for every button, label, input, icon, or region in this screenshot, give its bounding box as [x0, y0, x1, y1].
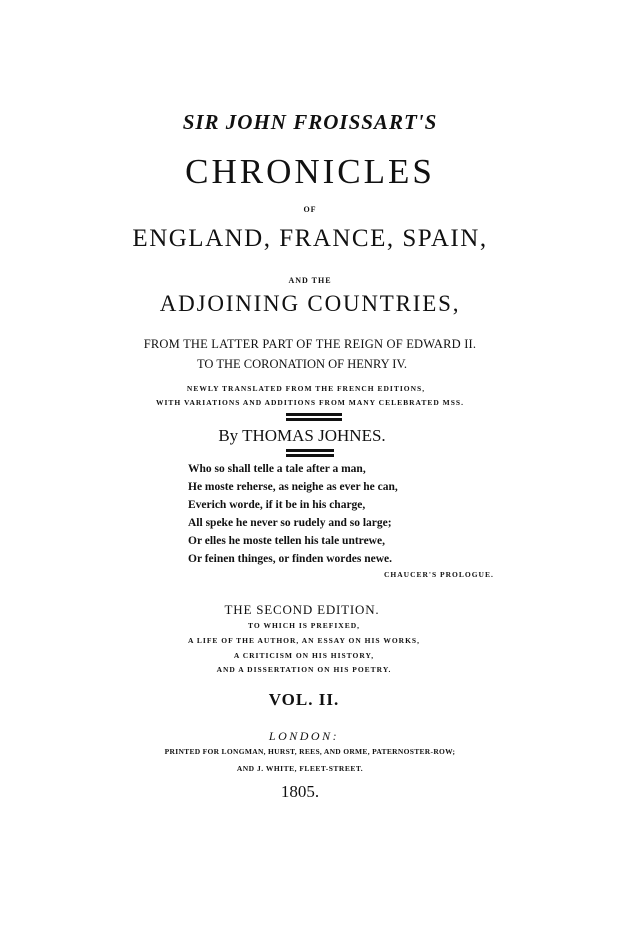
countries-line-2: ADJOINING COUNTRIES,: [159, 291, 461, 316]
epigraph-line-4: All speke he never so rudely and so large;: [188, 517, 392, 529]
publication-year: 1805.: [280, 782, 320, 801]
epigraph-line-1: Who so shall telle a tale after a man,: [188, 463, 366, 475]
epigraph-line-3: Everich worde, if it be in his charge,: [188, 499, 366, 511]
criticism-line: A CRITICISM ON HIS HISTORY,: [233, 651, 375, 660]
epigraph-line-5: Or elles he moste tellen his tale untrewe,: [188, 535, 385, 547]
author-line: SIR JOHN FROISSART'S: [182, 110, 438, 134]
epigraph-line-6: Or feinen thinges, or finden wordes newe.: [188, 553, 393, 565]
edition-label: THE SECOND EDITION.: [224, 602, 380, 617]
double-rule-bottom-2: [286, 454, 334, 457]
period-line-2: TO THE CORONATION OF HENRY IV.: [197, 357, 407, 371]
prefixed-line: TO WHICH IS PREFIXED,: [248, 621, 360, 630]
epigraph-line-2: He moste reherse, as neighe as ever he can,: [188, 481, 398, 493]
double-rule-top: [286, 413, 342, 416]
printer-line-2: AND J. WHITE, FLEET-STREET.: [236, 764, 364, 773]
life-line: A LIFE OF THE AUTHOR, AN ESSAY ON HIS WORKS,: [188, 636, 420, 645]
main-title: CHRONICLES: [185, 152, 435, 191]
and-the-connector: AND THE: [288, 276, 332, 285]
countries-line-1: ENGLAND, FRANCE, SPAIN,: [132, 225, 488, 252]
double-rule-bottom: [286, 449, 334, 452]
translation-line-2: WITH VARIATIONS AND ADDITIONS FROM MANY CELEBRATED MSS.: [156, 398, 464, 407]
dissertation-line: AND A DISSERTATION ON HIS POETRY.: [216, 665, 392, 674]
translator-credit: By THOMAS JOHNES.: [218, 426, 386, 445]
volume-number: VOL. II.: [268, 690, 340, 709]
period-line-1: FROM THE LATTER PART OF THE REIGN OF EDWARD II.: [143, 337, 477, 351]
double-rule-top-2: [286, 418, 342, 421]
of-connector: OF: [303, 205, 317, 214]
epigraph-source: CHAUCER'S PROLOGUE.: [384, 570, 494, 579]
translation-line-1: NEWLY TRANSLATED FROM THE FRENCH EDITIONS,: [186, 384, 426, 393]
printer-line-1: PRINTED FOR LONGMAN, HURST, REES, AND ORME, PATERNOSTER-ROW;: [164, 747, 456, 756]
imprint-place: LONDON:: [268, 729, 340, 743]
